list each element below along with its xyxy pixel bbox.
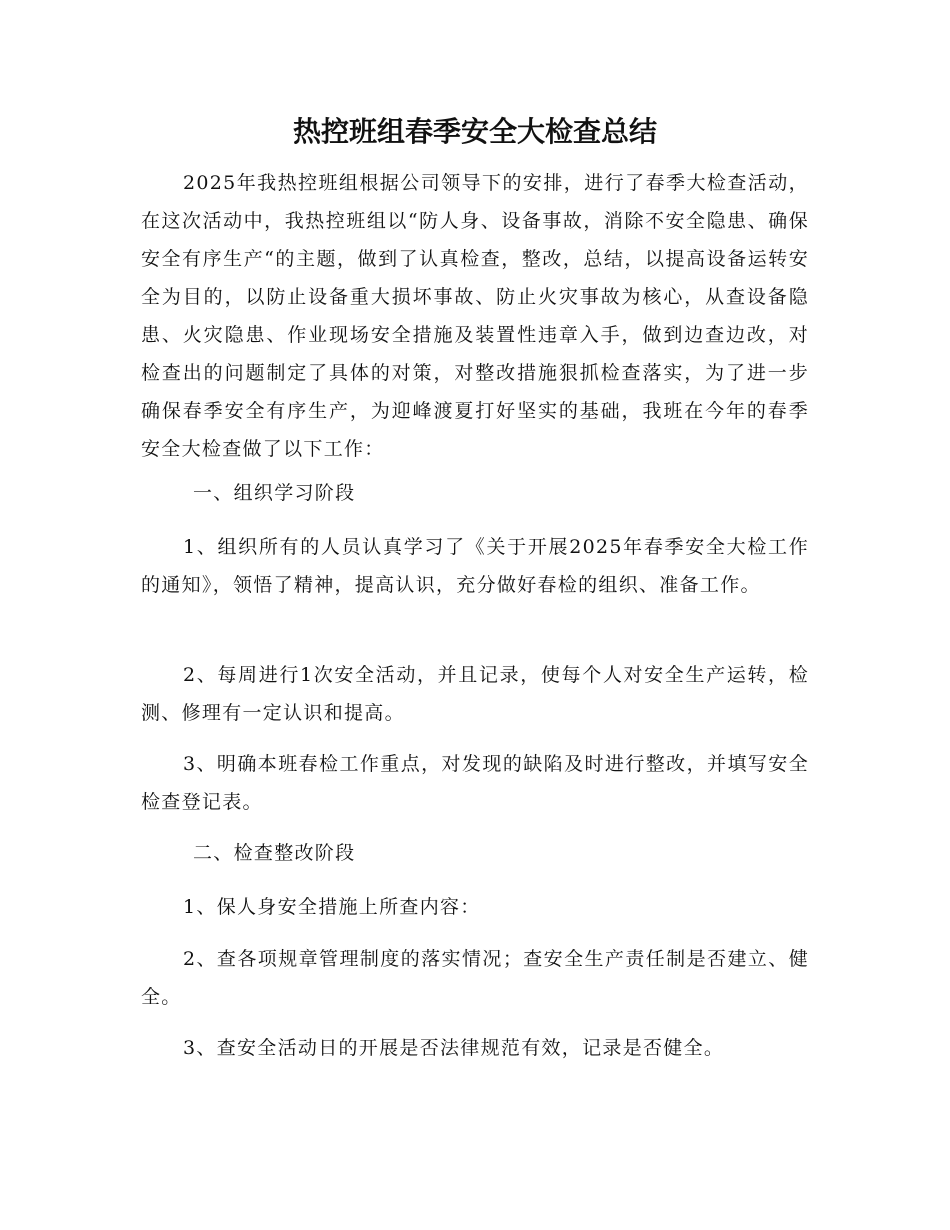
section-heading-2: 二、检查整改阶段	[193, 842, 356, 864]
intro-paragraph: 2025年我热控班组根据公司领导下的安排，进行了春季大检查活动，在这次活动中，我热控班组以“防人身、设备事故，消除不安全隐患、确保安全有序生产“的主题，做到了认真检查，整改，总结，以提高设备运转安全为目的，以防止设备重大损坏事故、防止火灾事故为核心，从查设备隐患、火灾隐患、作业现场安全措施及装置性违章入手，做到边查边改，对检查出的问题制定了具体的对策，对整改措施狠抓检查落实，为了进一步确保春季安全有序生产，为迎峰渡夏打好坚实的基础，我班在今年的春季安全大检查做了以下工作：	[141, 172, 809, 460]
section1-item-2: 2、每周进行1次安全活动，并且记录，使每个人对安全生产运转，检测、修理有一定认识和提高。	[141, 664, 809, 724]
section1-item-1: 1、组织所有的人员认真学习了《关于开展2025年春季安全大检工作的通知》，领悟了精神，提高认识，充分做好春检的组织、准备工作。	[141, 536, 809, 596]
section-heading-1: 一、组织学习阶段	[193, 482, 356, 504]
section1-item-3: 3、明确本班春检工作重点，对发现的缺陷及时进行整改，并填写安全检查登记表。	[141, 753, 809, 813]
section2-item-2: 2、查各项规章管理制度的落实情况；查安全生产责任制是否建立、健全。	[141, 948, 809, 1008]
document-title: 热控班组春季安全大检查总结	[292, 115, 657, 148]
section2-item-3: 3、查安全活动日的开展是否法律规范有效，记录是否健全。	[183, 1037, 725, 1059]
section2-item-1: 1、保人身安全措施上所查内容：	[183, 896, 481, 918]
